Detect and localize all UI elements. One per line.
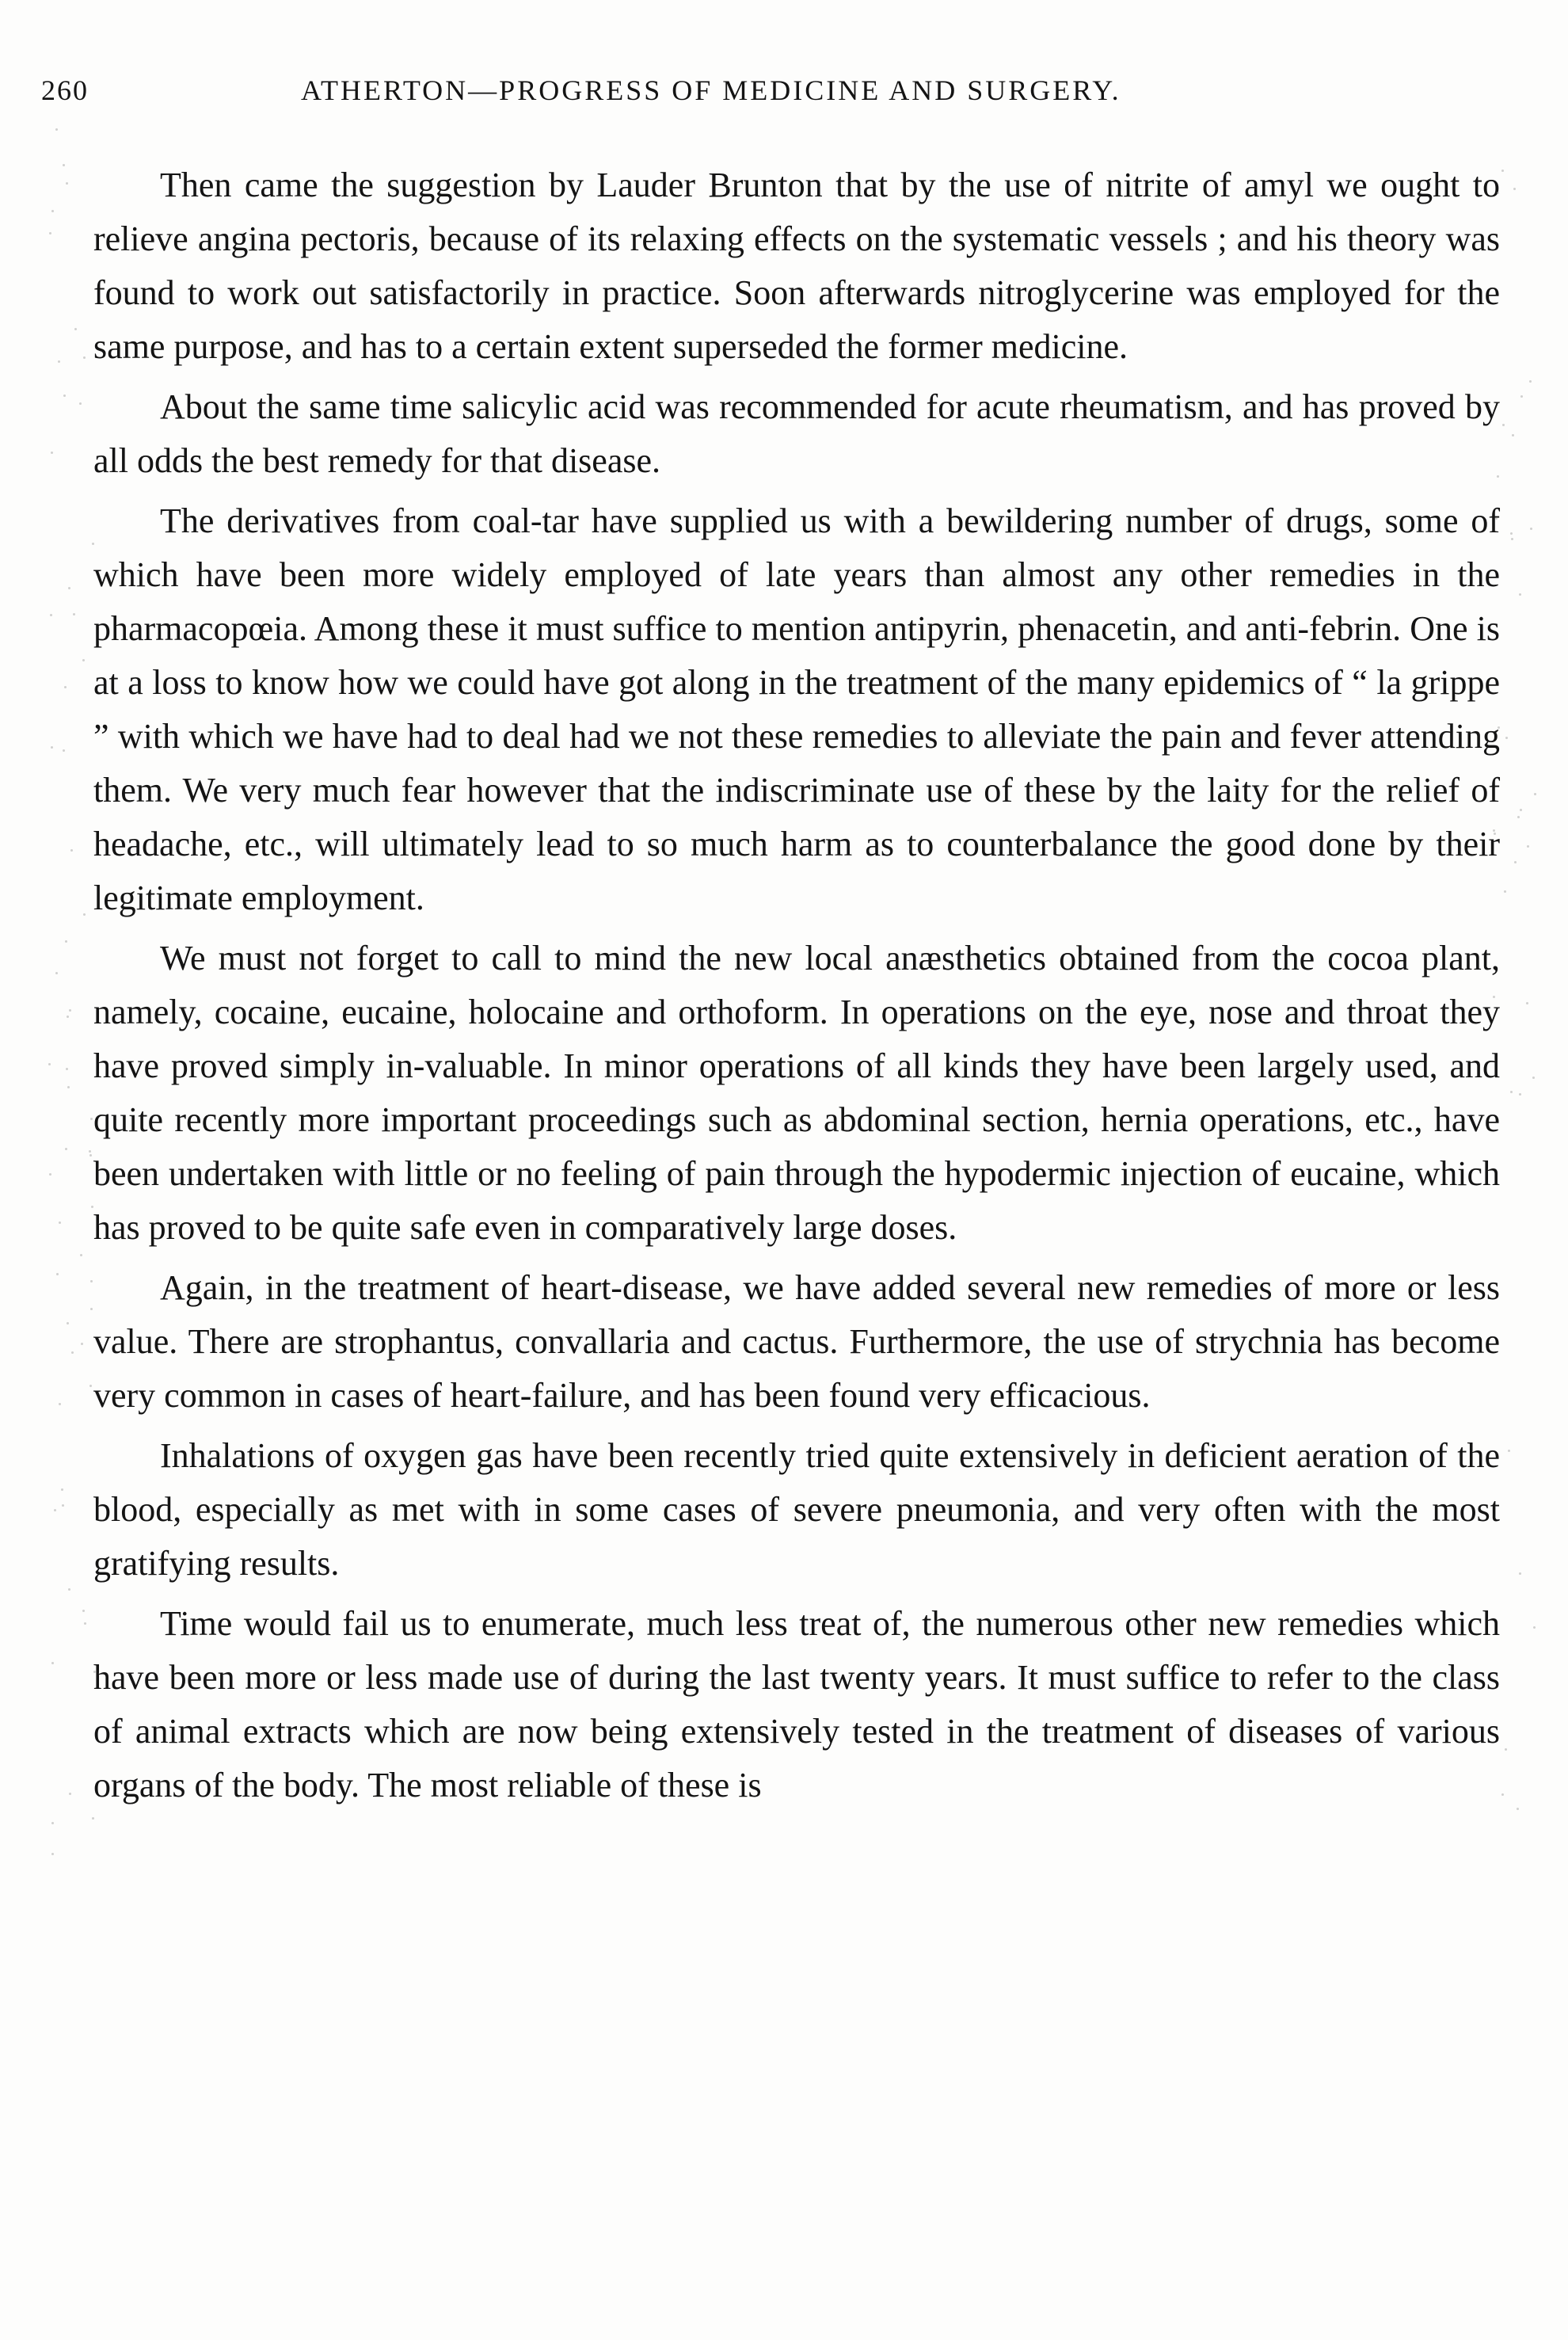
scan-speckle [70,849,73,852]
scan-speckle [1502,424,1505,426]
scan-speckle [1520,809,1522,811]
scan-speckle [55,972,58,974]
scan-speckle [1520,395,1523,398]
scan-speckle [49,1173,51,1176]
scan-speckle [51,1822,54,1824]
scan-speckle [66,182,68,185]
scan-speckle [59,1221,61,1224]
scan-speckle [67,1322,69,1324]
scan-speckle [56,1273,59,1275]
scan-speckle [74,328,77,330]
body-text [93,158,1500,1819]
scan-speckle [1530,528,1532,530]
paragraph-coal-tar-derivatives: The derivatives from coal-tar have supplied us with a bewildering number of drugs, some of which have been more widely employed of late years than almost any other remedies in the pharmacopœia. Among these it must suffice to mention antipyrin, phenacetin, and anti-febrin. One is at a loss to know how we could have got along in the treatment of the many epidemics of “ la grippe ” with which we have had to deal had we not these remedies to alleviate the pain and fever attending them. We very much fear however that the indiscriminate use of these by the laity for the relief of headache, etc., will ultimately lead to so much harm as to counterbalance the good done by their legitimate employment. [93,501,1500,917]
scan-speckle [63,749,65,752]
scan-speckle [1514,861,1517,863]
scan-speckle [1513,188,1516,190]
scan-speckle [1519,1093,1521,1096]
paragraph-heart-disease: Again, in the treatment of heart-disease, we have added several new remedies of more or less value. There are strophantus, convallaria and cactus. Furthermore, the use of strychnia has become very common in cases of heart-failure, and has been found very efficacious. [93,1268,1500,1415]
scan-speckle [1508,1450,1510,1452]
scan-speckle [1495,517,1498,520]
scan-speckle [83,913,86,916]
scan-speckle [73,613,75,615]
scan-speckle [1532,1077,1535,1079]
scan-speckle [81,1343,83,1345]
scan-speckle [59,1403,61,1405]
paragraph-local-anaesthetics: We must not forget to call to mind the new local anæsthetics obtained from the cocoa plant, namely, cocaine, eucaine, holocaine and orthoform. In operations on the eye, nose and throat they have proved simply in-valuable. In minor operations of all kinds they have been largely used, and quite recently more important proceedings such as abdominal section, hernia operations, etc., have been undertaken with little or no feeling of pain through the hypodermic injection of eucaine, which has proved to be quite safe even in comparatively large doses. [93,939,1500,1247]
scan-speckle [1493,996,1495,998]
scan-speckle [1511,538,1513,540]
scan-speckle [90,1280,93,1282]
scan-speckle [1505,1748,1507,1751]
paragraph-animal-extracts: Time would fail us to enumerate, much less treat of, the numerous other new remedies which have been more or less made use of during the last twenty years. It must suffice to refer to the class of animal extracts which are now being extensively tested in the treatment of diseases of various organs of the body. The most reliable of these is [93,1604,1500,1805]
scan-speckle [1504,890,1506,893]
scan-speckle [63,394,66,397]
scan-speckle [51,1662,54,1664]
scan-speckle [1529,380,1532,383]
scan-speckle [51,1853,54,1855]
scan-speckle [1519,593,1521,596]
scan-speckle [1498,726,1500,729]
scan-speckle [67,1086,70,1088]
scan-speckle [89,1385,92,1387]
scan-speckle [49,232,51,234]
scan-speckle [80,1254,82,1256]
paragraph-oxygen-inhalation: Inhalations of oxygen gas have been recently tried quite extensively in deficient aeration of the blood, especially as met with in some cases of severe pneumonia, and very often with the most gratifying results. [93,1436,1500,1583]
scan-speckle [62,1504,64,1507]
scan-speckle [48,1063,51,1065]
scan-speckle [89,1154,92,1157]
page-number: 260 [41,74,89,106]
paragraph-salicylic-acid: About the same time salicylic acid was recommended for acute rheumatism, and has proved by all odds the best remedy for that disease. [93,387,1500,480]
scan-speckle [1527,845,1529,848]
scan-speckle [61,1488,63,1491]
scan-speckle [55,128,58,131]
scan-speckle [90,1308,93,1310]
scan-speckle [1517,816,1520,818]
scan-speckle [1534,793,1536,795]
scan-speckle [92,543,94,545]
scan-speckle [1501,1793,1504,1796]
scan-speckle [58,360,60,363]
paragraph-amyl-nitrite: Then came the suggestion by Lauder Brunton that by the use of nitrite of amyl we ought to relieve angina pectoris, because of its relaxing effects on the systematic vessels ; and his theory was found to work out satisfactorily in practice. Soon afterwards nitroglycerine was employed for the same purpose, and has to a certain extent superseded the former medicine. [93,166,1500,366]
scan-speckle [63,164,65,166]
scan-speckle [1501,170,1504,172]
scan-speckle [90,1118,93,1120]
scan-speckle [84,1622,86,1625]
scan-speckle [1526,1002,1528,1004]
scan-speckle [79,402,82,405]
scan-speckle [69,1793,71,1795]
scan-speckle [82,1610,85,1612]
scan-speckle [64,686,67,688]
running-head [41,67,1530,114]
scan-speckle [69,1009,71,1012]
scan-speckle [68,1588,70,1591]
scan-speckle [54,1509,56,1511]
scan-speckle [1519,1572,1521,1575]
scan-speckle [1510,532,1513,535]
running-title: ATHERTON—PROGRESS OF MEDICINE AND SURGERY. [301,74,1121,106]
scan-speckle [92,1817,94,1820]
scan-speckle [1533,1626,1536,1629]
scan-speckle [50,614,52,616]
scan-speckle [51,452,53,454]
scan-speckle [66,1068,68,1070]
scan-speckle [71,1351,74,1354]
scan-speckle [1505,737,1508,739]
scan-speckle [68,587,70,589]
scan-speckle [1517,1808,1519,1810]
scan-speckle [65,1148,67,1150]
scan-speckle [1512,434,1514,436]
scan-speckle [65,940,67,943]
scan-speckle [89,1150,91,1153]
scan-speckle [51,746,53,749]
scan-speckle [1510,1091,1513,1093]
scan-speckle [67,1016,69,1018]
scan-speckle [83,356,86,359]
scan-speckle [82,659,85,661]
scan-speckle [51,210,54,212]
